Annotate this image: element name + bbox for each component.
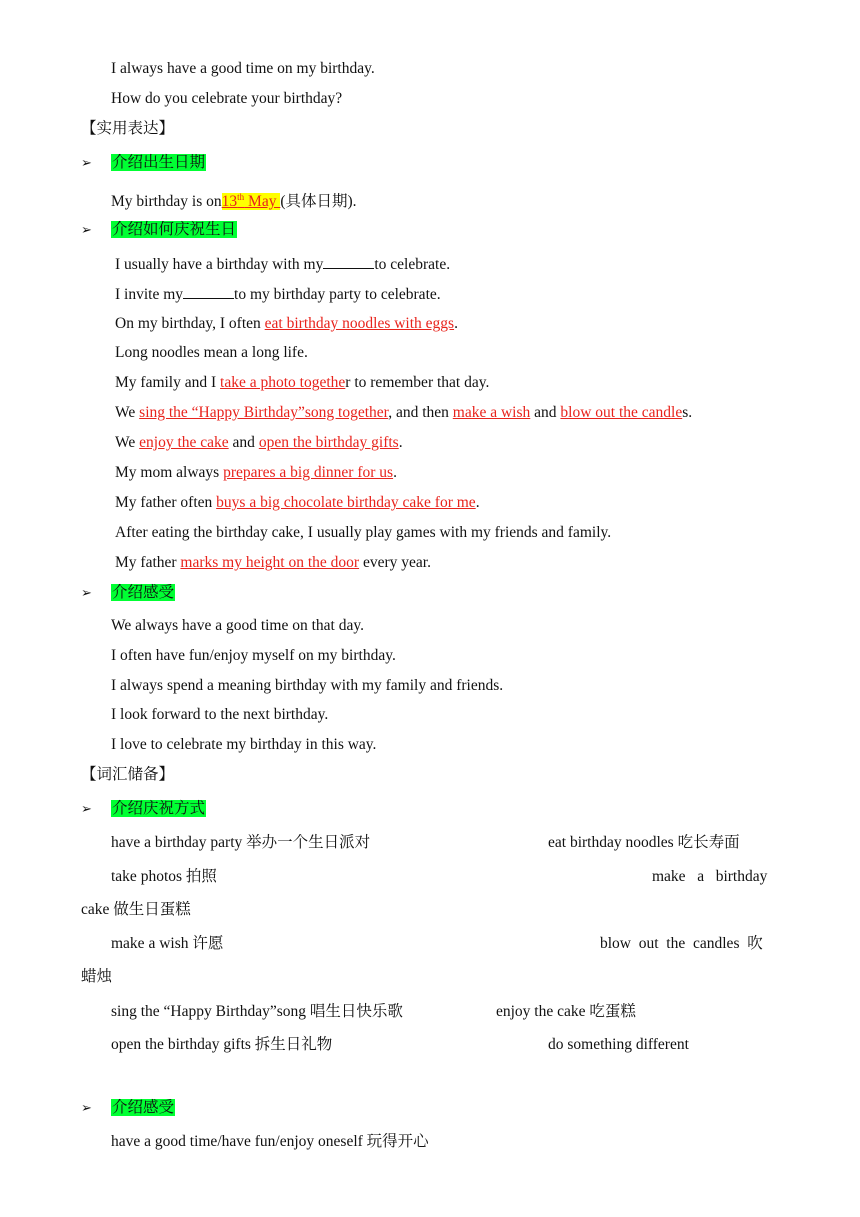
text: . — [398, 434, 403, 451]
text: We — [115, 434, 140, 451]
intro-line-1: I always have a good time on my birthday. — [111, 60, 375, 77]
arrowhead-bullet-icon: ➢ — [81, 1101, 92, 1116]
arrowhead-bullet-icon: ➢ — [81, 802, 92, 817]
fill-blank — [323, 254, 374, 269]
red-phrase: open the birthday gifts — [258, 434, 399, 451]
text: . — [475, 494, 480, 511]
red-phrase: sing the “Happy Birthday”song together — [139, 404, 389, 421]
feeling-4: I look forward to the next birthday. — [111, 706, 329, 723]
text: every year. — [359, 554, 431, 571]
section-title-practical: 【实用表达】 — [81, 120, 175, 137]
intro-line-2: How do you celebrate your birthday? — [111, 90, 343, 107]
sentence-4: Long noodles mean a long life. — [115, 344, 308, 361]
text: My family and I — [115, 374, 221, 391]
vocab-item: blow out the candles 吹 — [600, 935, 763, 952]
vocab-item: make a birthday — [652, 868, 768, 885]
text: to celebrate. — [374, 256, 451, 273]
red-phrase: blow out the candle — [560, 404, 683, 421]
bullet-feelings — [81, 583, 175, 604]
vocab-item: make a wish 许愿 — [111, 935, 224, 952]
red-phrase: take a photo togethe — [220, 374, 346, 391]
sentence-5 — [115, 373, 489, 393]
vocab-item: have a birthday party 举办一个生日派对 — [111, 834, 371, 851]
bullet-celebration-ways — [81, 799, 206, 820]
vocab-item: eat birthday noodles 吃长寿面 — [548, 834, 740, 851]
vocab-item: sing the “Happy Birthday”song 唱生日快乐歌 — [111, 1003, 403, 1020]
sentence-9 — [115, 493, 480, 513]
text: My father often — [115, 494, 217, 511]
sentence-6 — [115, 403, 692, 423]
text: My birthday is on — [111, 193, 222, 211]
bullet-feelings-vocab — [81, 1098, 175, 1119]
red-phrase: buys a big chocolate birthday cake for me — [216, 494, 476, 511]
fill-blank — [183, 284, 234, 299]
sentence-3 — [115, 314, 458, 334]
bullet-heading: 介绍感受 — [112, 1099, 175, 1116]
bullet-heading: 介绍出生日期 — [112, 154, 206, 171]
vocab-item-wrap: cake 做生日蛋糕 — [81, 901, 191, 918]
text: We — [115, 404, 140, 421]
feeling-1: We always have a good time on that day. — [111, 617, 364, 634]
arrowhead-bullet-icon: ➢ — [81, 586, 92, 601]
vocab-item: enjoy the cake 吃蛋糕 — [496, 1003, 636, 1020]
sentence-7 — [115, 433, 403, 453]
text: to my birthday party to celebrate. — [234, 286, 441, 303]
arrowhead-bullet-icon: ➢ — [81, 156, 92, 171]
text: r — [345, 374, 351, 391]
sentence-11 — [115, 553, 431, 573]
birthday-date-sentence — [111, 187, 357, 212]
date-day: 13 — [221, 193, 238, 211]
text: My father — [115, 554, 181, 571]
sentence-10: After eating the birthday cake, I usually play games with my friends and family. — [115, 524, 612, 541]
bullet-heading: 介绍庆祝方式 — [112, 800, 206, 817]
date-highlight — [222, 193, 281, 210]
section-title-vocabulary: 【词汇储备】 — [81, 766, 175, 783]
feeling-2: I often have fun/enjoy myself on my birthday. — [111, 647, 396, 664]
vocab-item: do something different — [548, 1036, 689, 1053]
text: and — [530, 404, 561, 421]
text: to remember that day. — [350, 374, 490, 391]
bullet-how-celebrate — [81, 220, 237, 241]
feeling-3: I always spend a meaning birthday with my family and friends. — [111, 677, 504, 694]
text: I usually have a birthday with my — [115, 256, 324, 273]
arrowhead-bullet-icon: ➢ — [81, 223, 92, 238]
red-phrase: eat birthday noodles with eggs — [264, 315, 455, 332]
sentence-2 — [115, 284, 441, 305]
red-phrase: make a wish — [452, 404, 531, 421]
vocab-item: have a good time/have fun/enjoy oneself 玩得开心 — [111, 1133, 429, 1150]
text: , and then — [388, 404, 453, 421]
bullet-heading: 介绍如何庆祝生日 — [112, 221, 237, 238]
bullet-heading: 介绍感受 — [112, 584, 175, 601]
text: My mom always — [115, 464, 224, 481]
date-month: May — [244, 193, 281, 211]
feeling-5: I love to celebrate my birthday in this way. — [111, 736, 377, 753]
bullet-birth-date — [81, 153, 206, 174]
vocab-item-wrap: 蜡烛 — [81, 968, 113, 985]
text: On my birthday, I often — [115, 315, 265, 332]
text: . — [454, 315, 458, 332]
vocab-item: open the birthday gifts 拆生日礼物 — [111, 1036, 333, 1053]
text: (具体日期). — [280, 193, 357, 211]
red-phrase: prepares a big dinner for us — [223, 464, 394, 481]
sentence-8 — [115, 463, 397, 483]
vocab-item: take photos 拍照 — [111, 868, 217, 885]
text: s. — [682, 404, 693, 421]
text: and — [228, 434, 259, 451]
red-phrase: enjoy the cake — [139, 434, 229, 451]
text: . — [393, 464, 397, 481]
date-suffix: th — [237, 192, 245, 202]
sentence-1 — [115, 254, 450, 275]
text: I invite my — [115, 286, 184, 303]
red-phrase: marks my height on the door — [180, 554, 360, 571]
